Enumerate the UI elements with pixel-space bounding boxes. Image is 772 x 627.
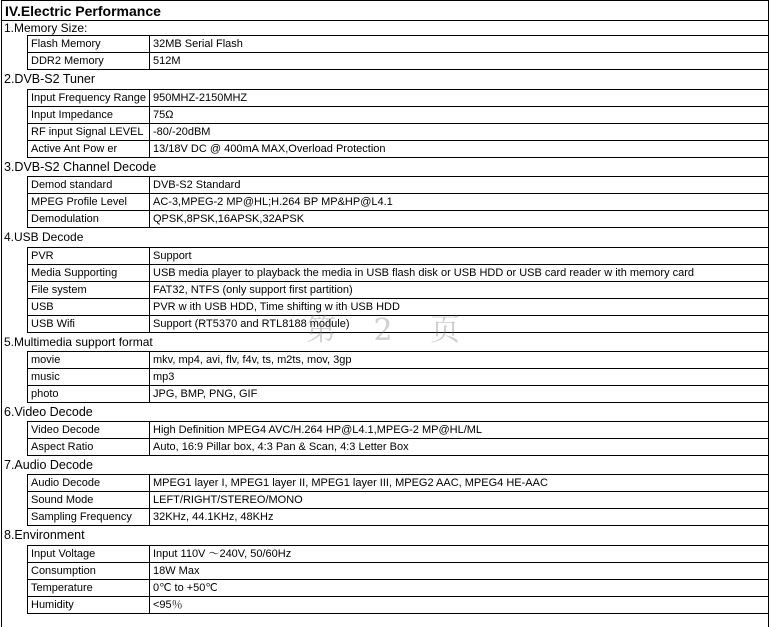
spec-table [27,89,768,158]
spec-label: Flash Memory [27,36,150,52]
spec-table [27,545,768,614]
section-heading: 8.Environment [4,528,85,542]
spec-label: Media Supporting [27,265,150,281]
spec-row [27,248,768,265]
spec-value: -80/-20dBM [153,126,211,138]
spec-value: 32MB Serial Flash [153,38,243,50]
spec-row [27,563,768,580]
spec-value: USB media player to playback the media in USB flash disk or USB HDD or USB card reader w ith memory card [153,267,695,279]
spec-value: 32KHz, 44.1KHz, 48KHz [153,511,274,523]
spec-label: Input Impedance [27,107,150,123]
spec-value: mkv, mp4, avi, flv, f4v, ts, m2ts, mov, 3gp [153,354,352,366]
spec-label: RF input Signal LEVEL [27,124,150,140]
spec-value: Support [153,250,192,262]
spec-value: High Definition MPEG4 AVC/H.264 HP@L4.1,MPEG-2 MP@HL/ML [153,424,483,436]
spec-section [2,333,768,403]
spec-label: Consumption [27,563,150,579]
spec-label: Temperature [27,580,150,596]
spec-value: AC-3,MPEG-2 MP@HL;H.264 BP MP&HP@L4.1 [153,196,393,208]
section-heading: 5.Multimedia support format [4,335,153,349]
spec-value: JPG, BMP, PNG, GIF [153,388,258,400]
spec-row [27,316,768,333]
section-heading: 6.Video Decode [4,405,93,419]
spec-label: movie [27,352,150,368]
spec-label: Input Frequency Range [27,90,150,106]
spec-value: PVR w ith USB HDD, Time shifting w ith USB HDD [153,301,400,313]
spec-row [27,299,768,316]
section-heading: 1.Memory Size: [4,21,88,35]
spec-table [27,176,768,228]
spec-table [27,35,768,70]
spec-row [27,282,768,299]
spec-section [2,526,768,614]
spec-value: LEFT/RIGHT/STEREO/MONO [153,494,303,506]
spec-label: Humidity [27,597,150,613]
spec-value: 18W Max [153,565,200,577]
spec-row [27,580,768,597]
spec-row [27,597,768,614]
spec-label: Demodulation [27,211,150,227]
spec-table [27,421,768,456]
spec-value: 950MHZ-2150MHZ [153,92,248,104]
spec-row [27,36,768,53]
spec-row [27,107,768,124]
spec-value: 13/18V DC @ 400mA MAX,Overload Protection [153,143,386,155]
spec-label: PVR [27,248,150,264]
sections-container [2,21,768,614]
spec-value: Auto, 16:9 Pillar box, 4:3 Pan & Scan, 4:3 Letter Box [153,441,409,453]
spec-label: photo [27,386,150,402]
spec-value: mp3 [153,371,175,383]
spec-label: File system [27,282,150,298]
spec-label: Input Voltage [27,546,150,562]
spec-sheet [1,0,769,627]
spec-row [27,369,768,386]
spec-row [27,509,768,526]
spec-value: MPEG1 layer I, MPEG1 layer II, MPEG1 layer III, MPEG2 AAC, MPEG4 HE-AAC [153,477,548,489]
section-heading: 7.Audio Decode [4,458,93,472]
spec-row [27,352,768,369]
spec-value: QPSK,8PSK,16APSK,32APSK [153,213,305,225]
spec-label: DDR2 Memory [27,53,150,69]
spec-label: Audio Decode [27,475,150,491]
spec-value: 512M [153,55,181,67]
spec-row [27,53,768,70]
spec-table [27,351,768,403]
spec-label: USB Wifi [27,316,150,332]
spec-row [27,492,768,509]
spec-label: Sound Mode [27,492,150,508]
spec-label: Active Ant Pow er [27,141,150,157]
spec-value: DVB-S2 Standard [153,179,241,191]
spec-row [27,546,768,563]
spec-section [2,158,768,228]
spec-label: Demod standard [27,177,150,193]
spec-label: Aspect Ratio [27,439,150,455]
section-heading: 4.USB Decode [4,230,84,244]
spec-section [2,456,768,526]
spec-row [27,141,768,158]
spec-value: FAT32, NTFS (only support first partition) [153,284,353,296]
spec-row [27,475,768,492]
spec-row [27,177,768,194]
spec-row [27,439,768,456]
spec-row [27,211,768,228]
spec-section [2,21,768,70]
spec-row [27,90,768,107]
section-heading: 2.DVB-S2 Tuner [4,72,96,86]
spec-section [2,70,768,158]
spec-table [27,474,768,526]
spec-row [27,124,768,141]
spec-value: Support (RT5370 and RTL8188 module) [153,318,350,330]
page-watermark: 第 2 页 [306,313,475,348]
page-title: IV.Electric Performance [2,0,768,21]
spec-row [27,386,768,403]
spec-label: MPEG Profile Level [27,194,150,210]
spec-row [27,422,768,439]
spec-row [27,265,768,282]
spec-section [2,228,768,333]
spec-label: USB [27,299,150,315]
spec-value: 75Ω [153,109,174,121]
spec-value: Input 110V ～240V, 50/60Hz [153,548,292,560]
section-heading: 3.DVB-S2 Channel Decode [4,160,157,174]
spec-value: 0℃ to +50℃ [153,582,218,594]
spec-label: Video Decode [27,422,150,438]
spec-row [27,194,768,211]
spec-label: music [27,369,150,385]
spec-value: <95％ [153,599,183,611]
spec-label: Sampling Frequency [27,509,150,525]
spec-section [2,403,768,456]
spec-table [27,247,768,333]
